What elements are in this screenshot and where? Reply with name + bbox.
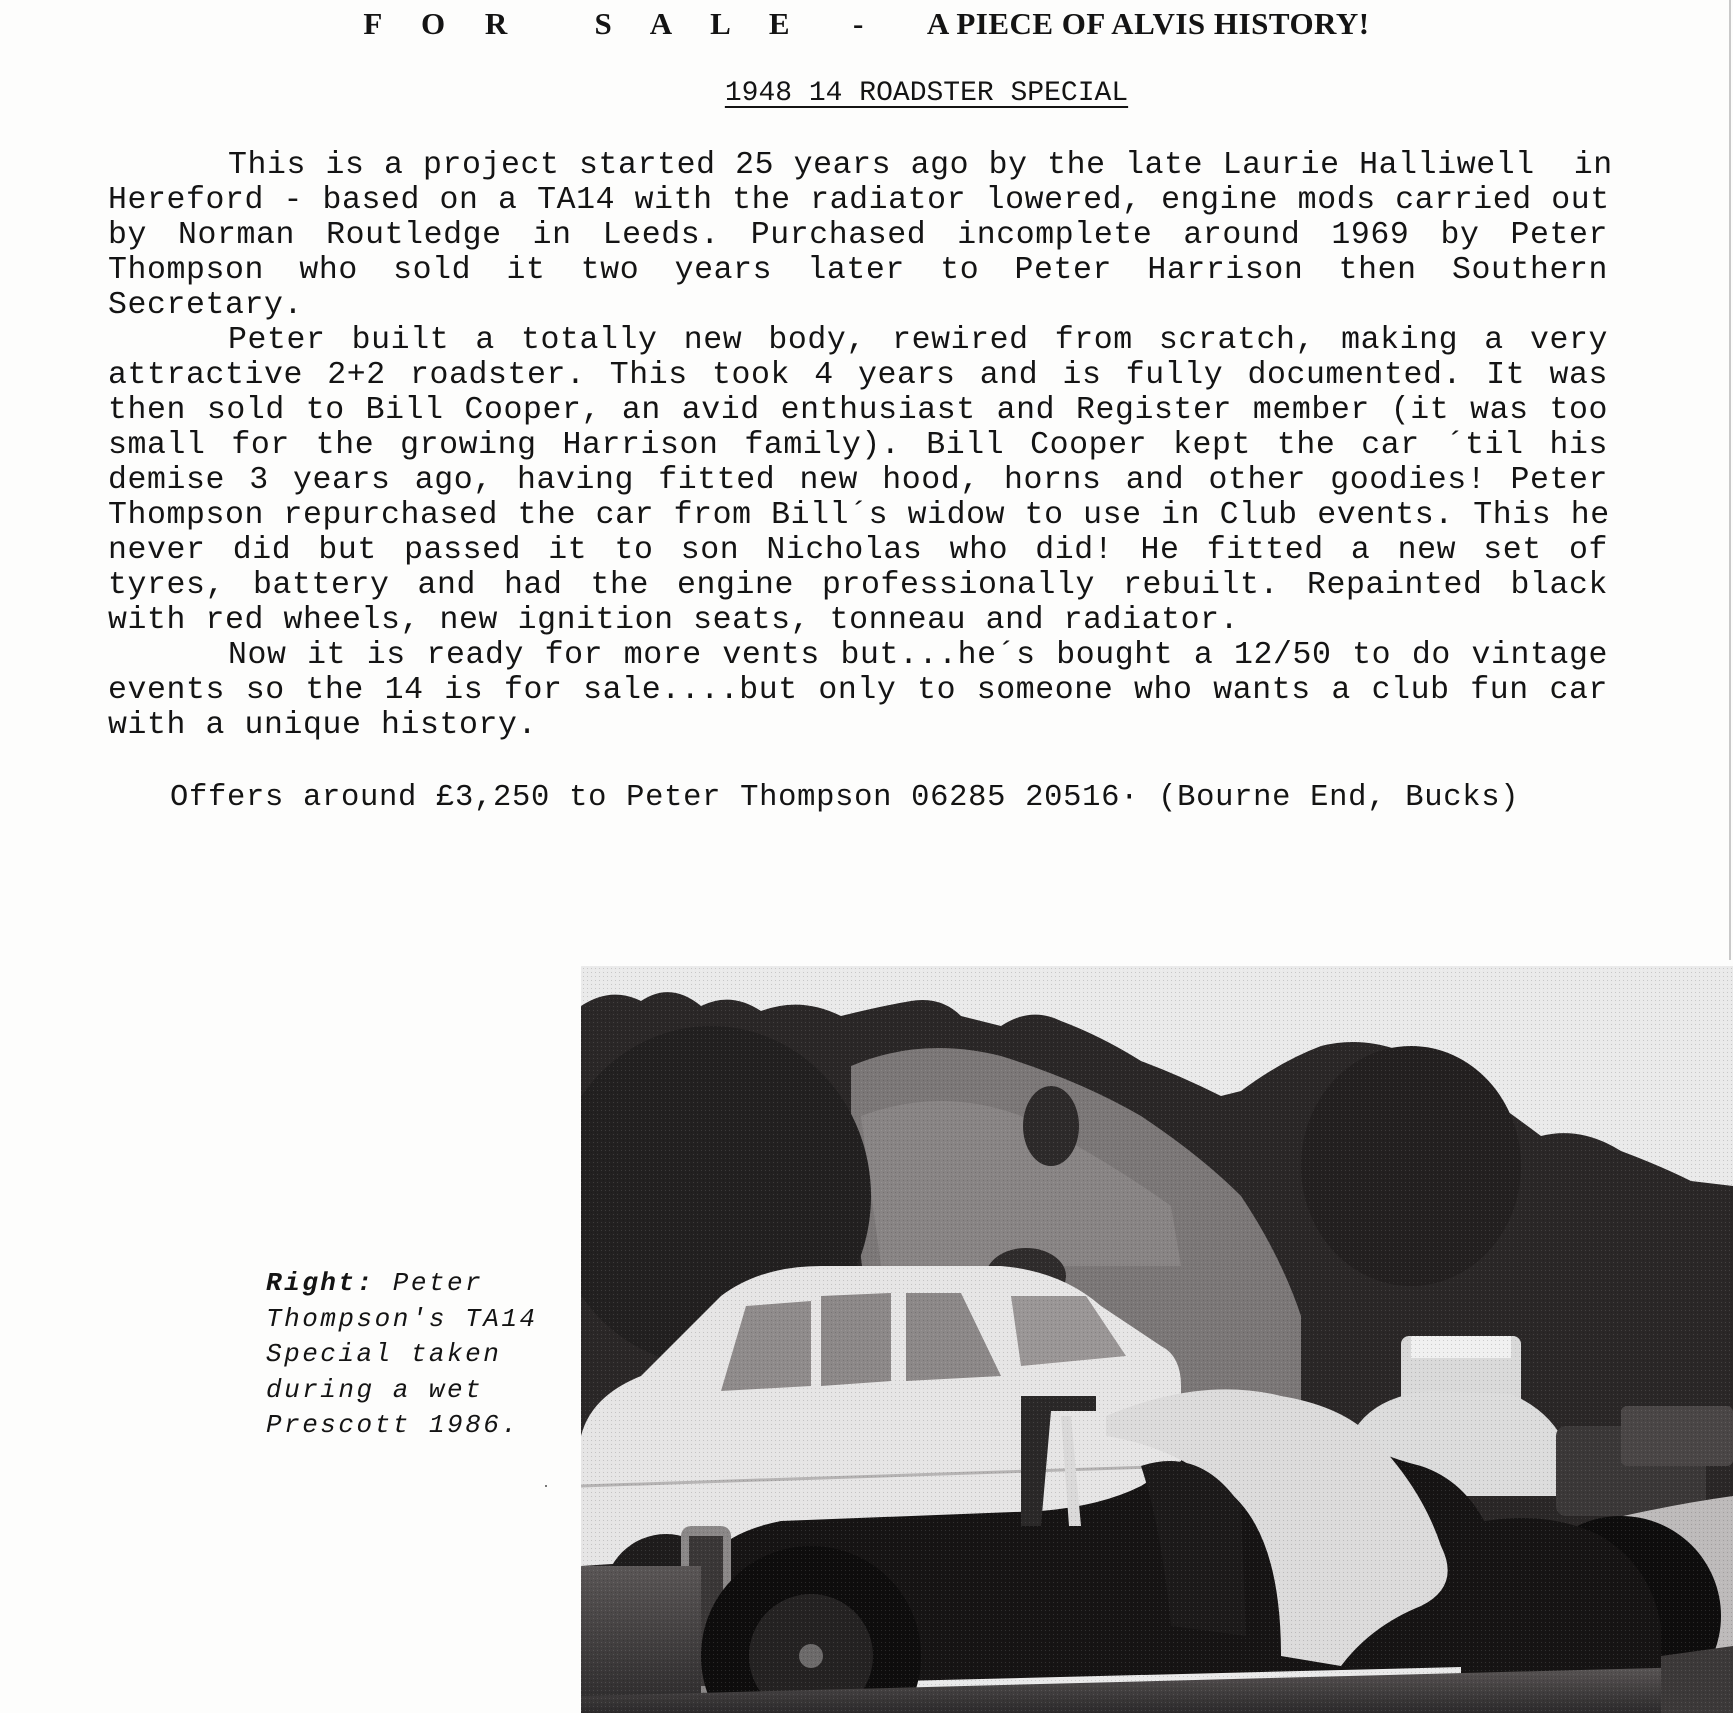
article-line: Hereford - based on a TA14 with the radiator lowered, engine mods carried out [108,183,1610,218]
article-line: with a unique history. [108,708,538,743]
caption-line: Thompson's TA14 [266,1303,538,1334]
caption-line: Right: Peter [266,1268,484,1298]
caption-line: during a wet [266,1374,484,1405]
article-body [108,148,1613,743]
article-line: events so the 14 is for sale....but only to someone who wants a club fun car [108,673,1608,708]
article-line: tyres, battery and had the engine professionally rebuilt. Repainted black [108,568,1608,603]
caption-line: Prescott 1986. [266,1410,520,1440]
article-line: never did but passed it to son Nicholas who did! He fitted a new set of [108,533,1608,568]
article-line: then sold to Bill Cooper, an avid enthusiast and Register member (it was too [108,393,1608,428]
page-title [0,6,1733,42]
article-line: with red wheels, new ignition seats, tonneau and radiator. [108,603,1240,638]
title-for-sale: F O R S A L E - [363,6,927,41]
article-line: demise 3 years ago, having fitted new hood, horns and other goodies! Peter [108,463,1608,498]
subtitle-text: 1948 14 ROADSTER SPECIAL [724,78,1129,109]
article-line: Peter built a totally new body, rewired from scratch, making a very [228,323,1608,358]
article-line: attractive 2+2 roadster. This took 4 years and is fully documented. It was [108,358,1608,393]
article-line: Secretary. [108,288,304,323]
page-subtitle [0,78,1733,109]
scan-edge [1729,0,1731,960]
title-main: A PIECE OF ALVIS HISTORY! [926,6,1370,41]
article-line: Thompson repurchased the car from Bill´s widow to use in Club events. This he [108,498,1610,533]
car-photo [581,966,1733,1713]
article-line: by Norman Routledge in Leeds. Purchased incomplete around 1969 by Peter [108,218,1608,253]
offer-line: Offers around £3,250 to Peter Thompson 06285 20516· (Bourne End, Bucks) [170,781,1520,815]
article-line: small for the growing Harrison family). Bill Cooper kept the car ´til his [108,428,1608,463]
photo-caption [266,1266,538,1444]
car-photo-illustration [581,966,1733,1713]
caption-line: Special taken [266,1339,502,1369]
print-speck [545,1485,547,1487]
article-line: Thompson who sold it two years later to Peter Harrison then Southern [108,253,1608,288]
caption-label: Right: [266,1268,375,1298]
article-line: This is a project started 25 years ago by the late Laurie Halliwell in [228,148,1613,183]
article-line: Now it is ready for more vents but...he´s bought a 12/50 to do vintage [228,638,1608,673]
